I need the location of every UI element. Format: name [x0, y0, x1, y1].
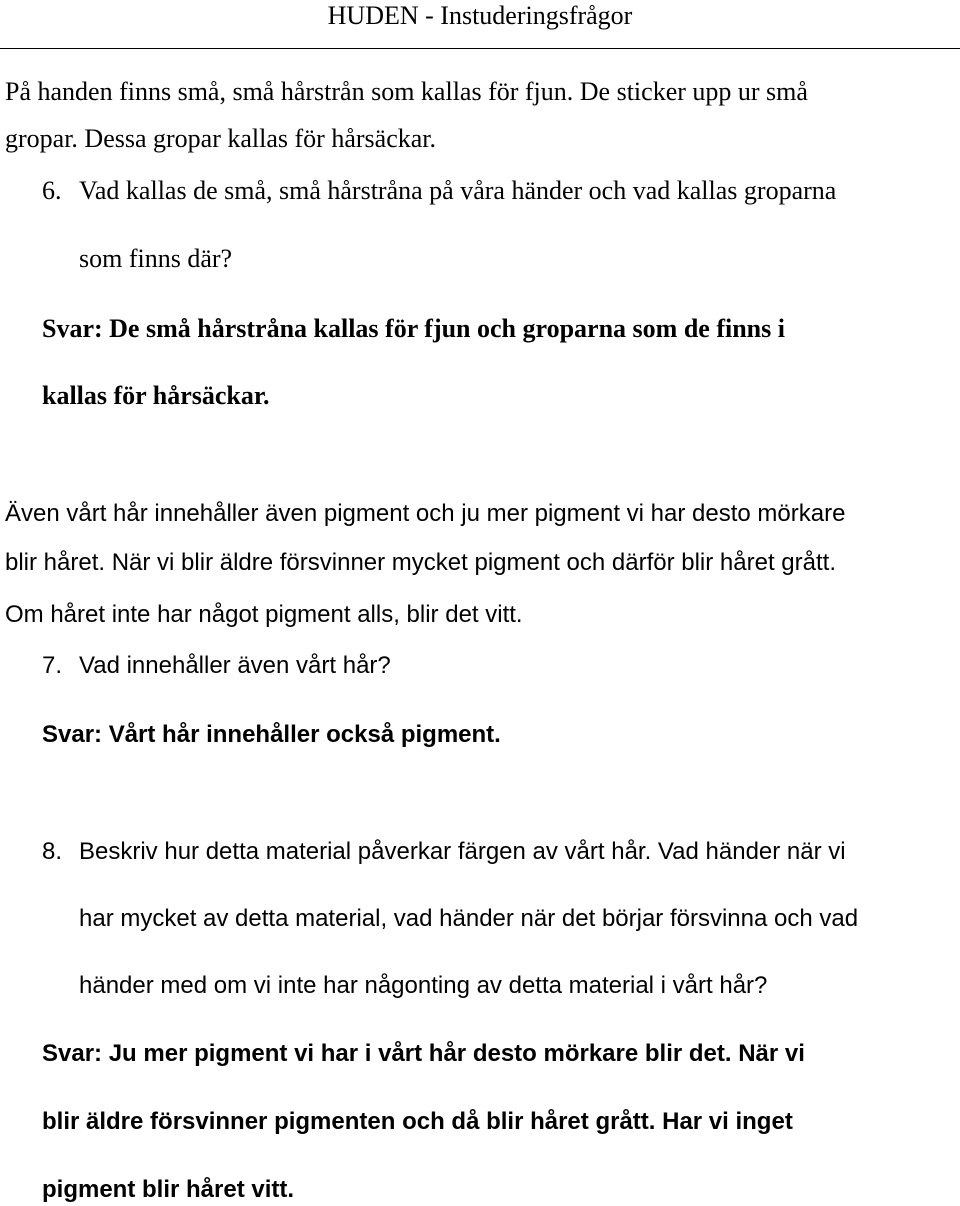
- question-7-text: Vad innehåller även vårt hår?: [79, 652, 391, 679]
- intro-pigment-line-2: blir håret. När vi blir äldre försvinner mycket pigment och därför blir håret grått.: [5, 549, 836, 576]
- question-7: [42, 650, 391, 682]
- question-6-line-2: som finns där?: [79, 244, 233, 273]
- question-8-line-1: Beskriv hur detta material påverkar färgen av vårt hår. Vad händer när vi: [79, 838, 846, 865]
- question-8-line-2: har mycket av detta material, vad händer när det börjar försvinna och vad: [79, 905, 859, 932]
- question-6: [42, 175, 836, 207]
- intro-pigment-line-1: Även vårt hår innehåller även pigment och ju mer pigment vi har desto mörkare: [5, 500, 846, 527]
- intro-fjun-line-2: gropar. Dessa gropar kallas för hårsäckar.: [5, 124, 436, 153]
- question-8: [42, 836, 846, 868]
- answer-8-line-3: pigment blir håret vitt.: [42, 1176, 295, 1203]
- answer-7: Svar: Vårt hår innehåller också pigment.: [42, 721, 501, 748]
- page-header: [0, 0, 960, 49]
- question-8-number: 8.: [42, 838, 63, 865]
- question-7-number: 7.: [42, 652, 63, 679]
- intro-pigment-line-3: Om håret inte har något pigment alls, blir det vitt.: [5, 601, 523, 628]
- question-6-number: 6.: [42, 176, 62, 205]
- page-title: HUDEN - Instuderingsfrågor: [327, 1, 633, 30]
- question-6-line-1: Vad kallas de små, små hårstråna på våra händer och vad kallas groparna: [79, 176, 837, 205]
- answer-6-line-1: Svar: De små hårstråna kallas för fjun och groparna som de finns i: [42, 314, 785, 343]
- answer-6-line-2: kallas för hårsäckar.: [42, 381, 270, 410]
- intro-fjun-line-1: På handen finns små, små hårstrån som kallas för fjun. De sticker upp ur små: [5, 77, 808, 106]
- answer-8-line-2: blir äldre försvinner pigmenten och då blir håret grått. Har vi inget: [42, 1108, 793, 1135]
- answer-8-line-1: Svar: Ju mer pigment vi har i vårt hår desto mörkare blir det. När vi: [42, 1040, 805, 1067]
- question-8-line-3: händer med om vi inte har någonting av detta material i vårt hår?: [79, 972, 768, 999]
